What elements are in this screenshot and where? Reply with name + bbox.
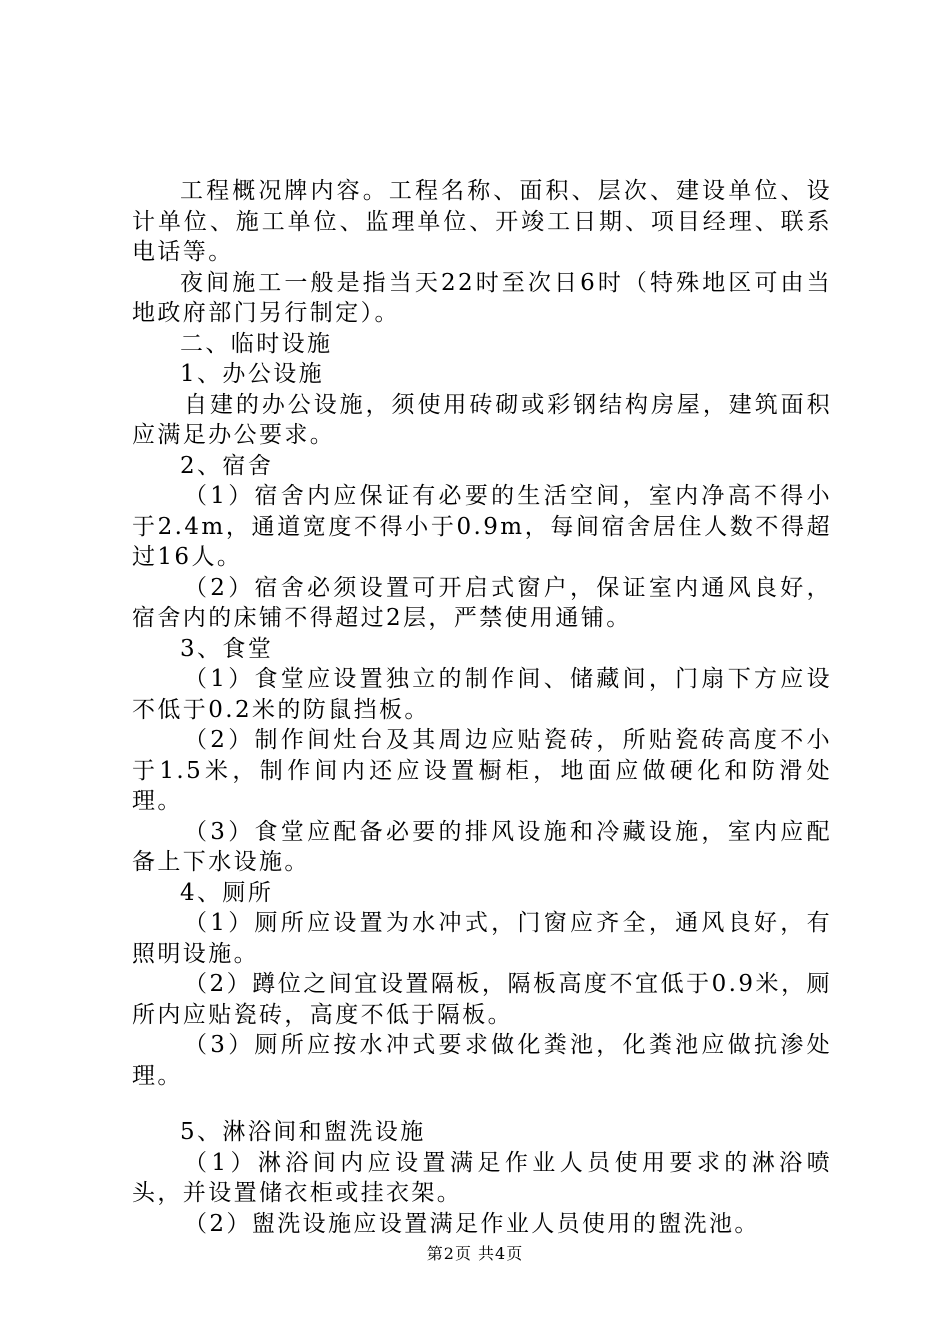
subheading-office: 1、办公设施 — [180, 361, 325, 387]
paragraph-shower-1: （1）淋浴间内应设置满足作业人员使用要求的淋浴喷头，并设置储衣柜或挂衣架。 — [132, 1149, 832, 1206]
paragraph-toilet-2: （2）蹲位之间宜设置隔板，隔板高度不宜低于0.9米，厕所内应贴瓷砖，高度不低于隔板。 — [132, 971, 832, 1028]
paragraph-dormitory-1: （1）宿舍内应保证有必要的生活空间，室内净高不得小于2.4m，通道宽度不得小于0.9m，每间宿舍居住人数不得超过16人。 — [132, 483, 832, 570]
paragraph-toilet-3: （3）厕所应按水冲式要求做化粪池，化粪池应做抗渗处理。 — [132, 1032, 832, 1089]
paragraph-project-sign: 工程概况牌内容。工程名称、面积、层次、建设单位、设计单位、施工单位、监理单位、开竣工日期、项目经理、联系电话等。 — [132, 178, 832, 265]
paragraph-canteen-1: （1）食堂应设置独立的制作间、储藏间，门扇下方应设不低于0.2米的防鼠挡板。 — [132, 666, 832, 723]
section-heading-temporary-facilities: 二、临时设施 — [180, 330, 333, 357]
paragraph-night-work: 夜间施工一般是指当天22时至次日6时（特殊地区可由当地政府部门另行制定）。 — [132, 269, 832, 326]
subheading-canteen: 3、食堂 — [180, 635, 274, 662]
paragraph-office: 自建的办公设施，须使用砖砌或彩钢结构房屋，建筑面积应满足办公要求。 — [132, 391, 832, 448]
subheading-shower: 5、淋浴间和盥洗设施 — [180, 1119, 426, 1145]
paragraph-shower-2: （2）盥洗设施应设置满足作业人员使用的盥洗池。 — [184, 1210, 760, 1237]
paragraph-dormitory-2: （2）宿舍必须设置可开启式窗户，保证室内通风良好，宿舍内的床铺不得超过2层，严禁使用通铺。 — [132, 574, 832, 631]
paragraph-canteen-2: （2）制作间灶台及其周边应贴瓷砖，所贴瓷砖高度不小于1.5米，制作间内还应设置橱柜，地面应做硬化和防滑处理。 — [132, 727, 832, 814]
document-body — [132, 176, 832, 1239]
paragraph-toilet-1: （1）厕所应设置为水冲式，门窗应齐全，通风良好，有照明设施。 — [132, 910, 832, 967]
subheading-dormitory: 2、宿舍 — [180, 452, 274, 479]
page-number-footer: 第2页 共4页 — [426, 1244, 524, 1263]
paragraph-canteen-3: （3）食堂应配备必要的排风设施和冷藏设施，室内应配备上下水设施。 — [132, 818, 832, 875]
subheading-toilet: 4、厕所 — [180, 879, 274, 906]
